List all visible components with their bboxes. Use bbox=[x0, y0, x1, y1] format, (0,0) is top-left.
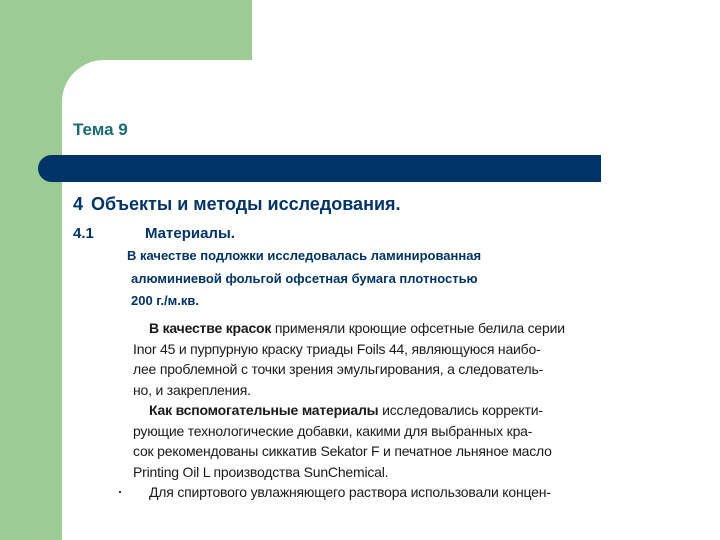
title-divider-bar bbox=[38, 155, 601, 182]
intro-paragraph bbox=[127, 245, 597, 313]
section-number: 4 bbox=[73, 194, 84, 214]
scan-line: рующие технологические добавки, какими для выбранных кра- bbox=[133, 422, 533, 439]
decor-green-left bbox=[0, 0, 62, 540]
scanned-text-excerpt bbox=[133, 318, 585, 500]
slide-title: Тема 9 bbox=[73, 120, 128, 139]
scan-bold-term: Как вспомогательные материалы bbox=[149, 402, 379, 418]
intro-line: алюминиевой фольгой офсетная бумага плотностью bbox=[131, 270, 478, 286]
section-heading bbox=[73, 194, 401, 215]
scan-text: исследовались корректи- bbox=[378, 402, 543, 418]
scan-line: Inor 45 и пурпурную краску триады Foils 44, являющуюся наибо- bbox=[133, 340, 541, 357]
scan-line bbox=[133, 318, 585, 339]
subsection-title: Материалы. bbox=[145, 225, 235, 242]
scan-line: сок рекомендованы сиккатив Sekator F и печатное льняное масло bbox=[133, 443, 552, 459]
scan-line: но, и закрепления. bbox=[133, 381, 251, 398]
intro-line: 200 г./м.кв. bbox=[131, 293, 199, 308]
scan-line: Printing Oil L производства SunChemical. bbox=[133, 463, 389, 480]
section-title: Объекты и методы исследования. bbox=[91, 194, 401, 214]
subsection-number: 4.1 bbox=[73, 225, 94, 242]
scan-artifact-dot bbox=[119, 491, 121, 493]
scan-bold-term: В качестве красок bbox=[149, 320, 272, 336]
scan-line: Для спиртового увлажняющего раствора использовали концен- bbox=[149, 484, 551, 500]
subsection-heading bbox=[73, 225, 235, 242]
scan-line bbox=[133, 400, 585, 421]
intro-line: В качестве подложки исследовалась ламинированная bbox=[127, 248, 482, 263]
scan-text: применяли кроющие офсетные белила серии bbox=[271, 320, 565, 336]
scan-line: лее проблемной с точки зрения эмульгирования, а следователь- bbox=[133, 361, 544, 377]
